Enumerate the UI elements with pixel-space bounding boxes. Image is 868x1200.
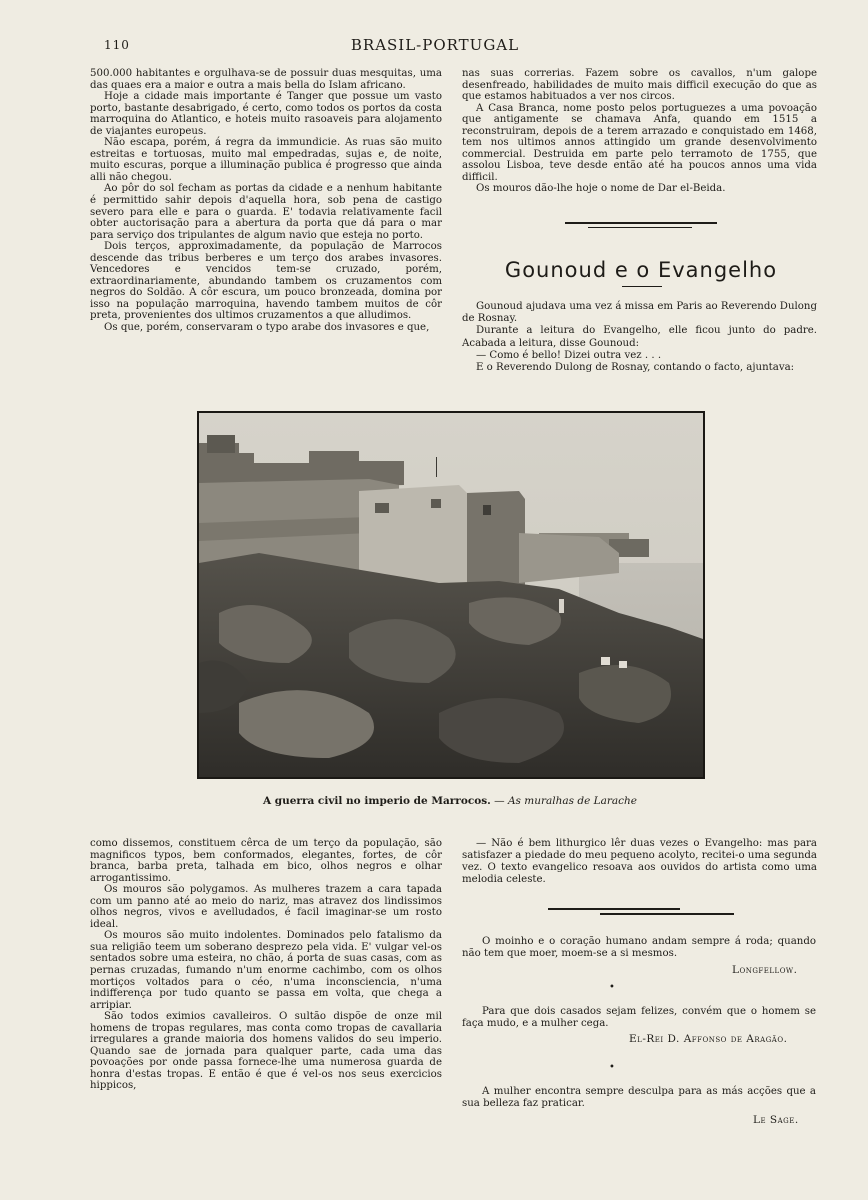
paragraph: E o Reverendo Dulong de Rosnay, contando o facto, ajuntava: [476, 362, 795, 374]
paragraph: Hoje a cidade mais importante é Tanger que possue um vasto porto, bastante desabrigado, é certo, como todos os portos da costa marroquina do Atlantico, e hoteis muito rasoaveis para alojamento de viajantes europeus. [90, 91, 442, 137]
separator-dot: • [609, 982, 615, 993]
left-column-bottom [90, 838, 442, 1092]
photograph-larache-walls [197, 411, 705, 779]
separator-rule-right [600, 913, 734, 915]
quote-affonso [462, 1006, 816, 1030]
quote-text: A mulher encontra sempre desculpa para as más acções que a sua belleza faz praticar. [462, 1086, 816, 1109]
left-column-top [90, 68, 442, 334]
paragraph: nas suas correrias. Fazem sobre os cavallos, n'um galope desenfreado, habilidades de muito mais difficil execução do que as que estamos habituados a ver nos circos. [462, 68, 817, 103]
paragraph: Os mouros são muito indolentes. Dominados pelo fatalismo da sua religião teem um soberano desprezo pela vida. E' vulgar vel-os sentados sobre uma esteira, no chão, á porta de suas casas, com as pernas cruzadas, fumando n'um enorme cachimbo, com os olhos mortiços voltados para o céo, n'uma inconsciencia, n'uma indifferença por tudo quanto se passa em volta, que chega a arripiar. [90, 930, 442, 1011]
separator-dot: • [609, 1062, 615, 1073]
quote-lesage [462, 1086, 816, 1110]
title-rule-top [565, 222, 717, 224]
paragraph: 500.000 habitantes e orgulhava-se de possuir duas mesquitas, uma das quaes era a maior e outra a mais bella do Islam africano. [90, 68, 442, 91]
running-head: BRASIL-PORTUGAL [350, 36, 520, 54]
paragraph: como dissemos, constituem cêrca de um terço da população, são magnificos typos, bem conformados, elegantes, fortes, de côr branca, barba preta, talhada em bico, olhos negros e olhar arrogantissimo. [90, 838, 442, 884]
title-rule-bottom [622, 286, 662, 287]
article-body-bottom [462, 838, 817, 886]
photo-caption: A guerra civil no imperio de Marrocos. — As muralhas de Larache [262, 795, 638, 807]
caption-bold: A guerra civil no imperio de Marrocos. [262, 795, 491, 807]
paragraph: Não escapa, porém, á regra da immundicie. As ruas são muito estreitas e tortuosas, muito mal empedradas, sujas e, de noite, muito escuras, porque a illuminação publica é progresso que ainda alli não chegou. [90, 137, 442, 183]
title-rule-top-thin [588, 227, 692, 228]
paragraph: Os mouros são polygamos. As mulheres trazem a cara tapada com um panno até ao meio do nariz, mas atravez dos lindissimos olhos negros, vivos e avelludados, é facil imaginar-se um rosto ideal. [90, 884, 442, 930]
quote-text: Para que dois casados sejam felizes, convém que o homem se faça mudo, e a mulher cega. [462, 1006, 816, 1029]
paragraph: Ao pôr do sol fecham as portas da cidade e a nenhum habitante é permittido sahir depois d'aquella hora, sob pena de castigo severo para elle e para o guarda. E' todavia relativamente facil obter auctorisação para a abertura da porta que dá para o mar para serviço dos tripulantes de algum navio que esteja no porto. [90, 183, 442, 241]
paragraph: Os mouros dão-lhe hoje o nome de Dar el-Beida. [476, 183, 726, 195]
paragraph: São todos eximios cavalleiros. O sultão dispõe de onze mil homens de tropas regulares, mas conta como tropas de cavallaria irregulares a grande maioria dos homens validos do seu imperio. Quando sae de jornada para qualquer parte, cada uma das povoações por onde passa fornece-lhe uma numerosa guarda de honra d'estas tropas. E então é que é vel-os nos seus exercicios hippicos, [90, 1011, 442, 1092]
paragraph: Gounoud ajudava uma vez á missa em Paris ao Reverendo Dulong de Rosnay. [462, 301, 817, 325]
quote-longfellow [462, 936, 816, 960]
paragraph: — Como é bello! Dizei outra vez . . . [476, 349, 662, 361]
paragraph: A Casa Branca, nome posto pelos portuguezes a uma povoação que antigamente se chamava Anfa, quando em 1515 a reconstruiram, depois de a terem arrazado e conquistado em 1468, tem nos ultimos annos attingido um grande desenvolvimento commercial. Destruida em parte pelo terramoto de 1755, que assolou Lisboa, teve desde então até ha poucos annos uma vida difficil. [462, 102, 817, 183]
quote-author: El-Rei D. Affonso de Aragão. [629, 1033, 788, 1045]
article-body-top [462, 301, 817, 374]
page-number: 110 [104, 38, 130, 52]
paragraph: Os que, porém, conservaram o typo arabe dos invasores e que, [104, 322, 430, 334]
paragraph: — Não é bem lithurgico lêr duas vezes o Evangelho: mas para satisfazer a piedade do meu pequeno acolyto, recitei-o uma segunda vez. O texto evangelico resoava aos ouvidos do artista como uma melodia celeste. [462, 838, 817, 885]
caption-italic: As muralhas de Larache [507, 795, 638, 807]
right-column-top [462, 68, 817, 195]
separator-rule-left [548, 908, 680, 910]
quote-text: O moinho e o coração humano andam sempre á roda; quando não tem que moer, moem-se a si mesmos. [462, 936, 816, 959]
quote-author: Longfellow. [732, 964, 798, 976]
photo-illustration [199, 413, 703, 777]
paragraph: Dois terços, approximadamente, da população de Marrocos descende das tribus berberes e um terço dos arabes invasores. Vencedores e vencidos tem-se cruzado, porém, extraordinariamente, abundando tambem os cruzamentos com negros do Soldão. A côr escura, um pouco bronzeada, domina por isso na população marroquina, havendo tambem muitos de côr preta, provenientes dos ultimos cruzamentos a que alludimos. [90, 241, 442, 322]
quote-author: Le Sage. [753, 1114, 799, 1126]
paragraph: Durante a leitura do Evangelho, elle ficou junto do padre. Acabada a leitura, disse Gounoud: [462, 325, 817, 349]
article-title: Gounoud e o Evangelho [504, 258, 778, 283]
